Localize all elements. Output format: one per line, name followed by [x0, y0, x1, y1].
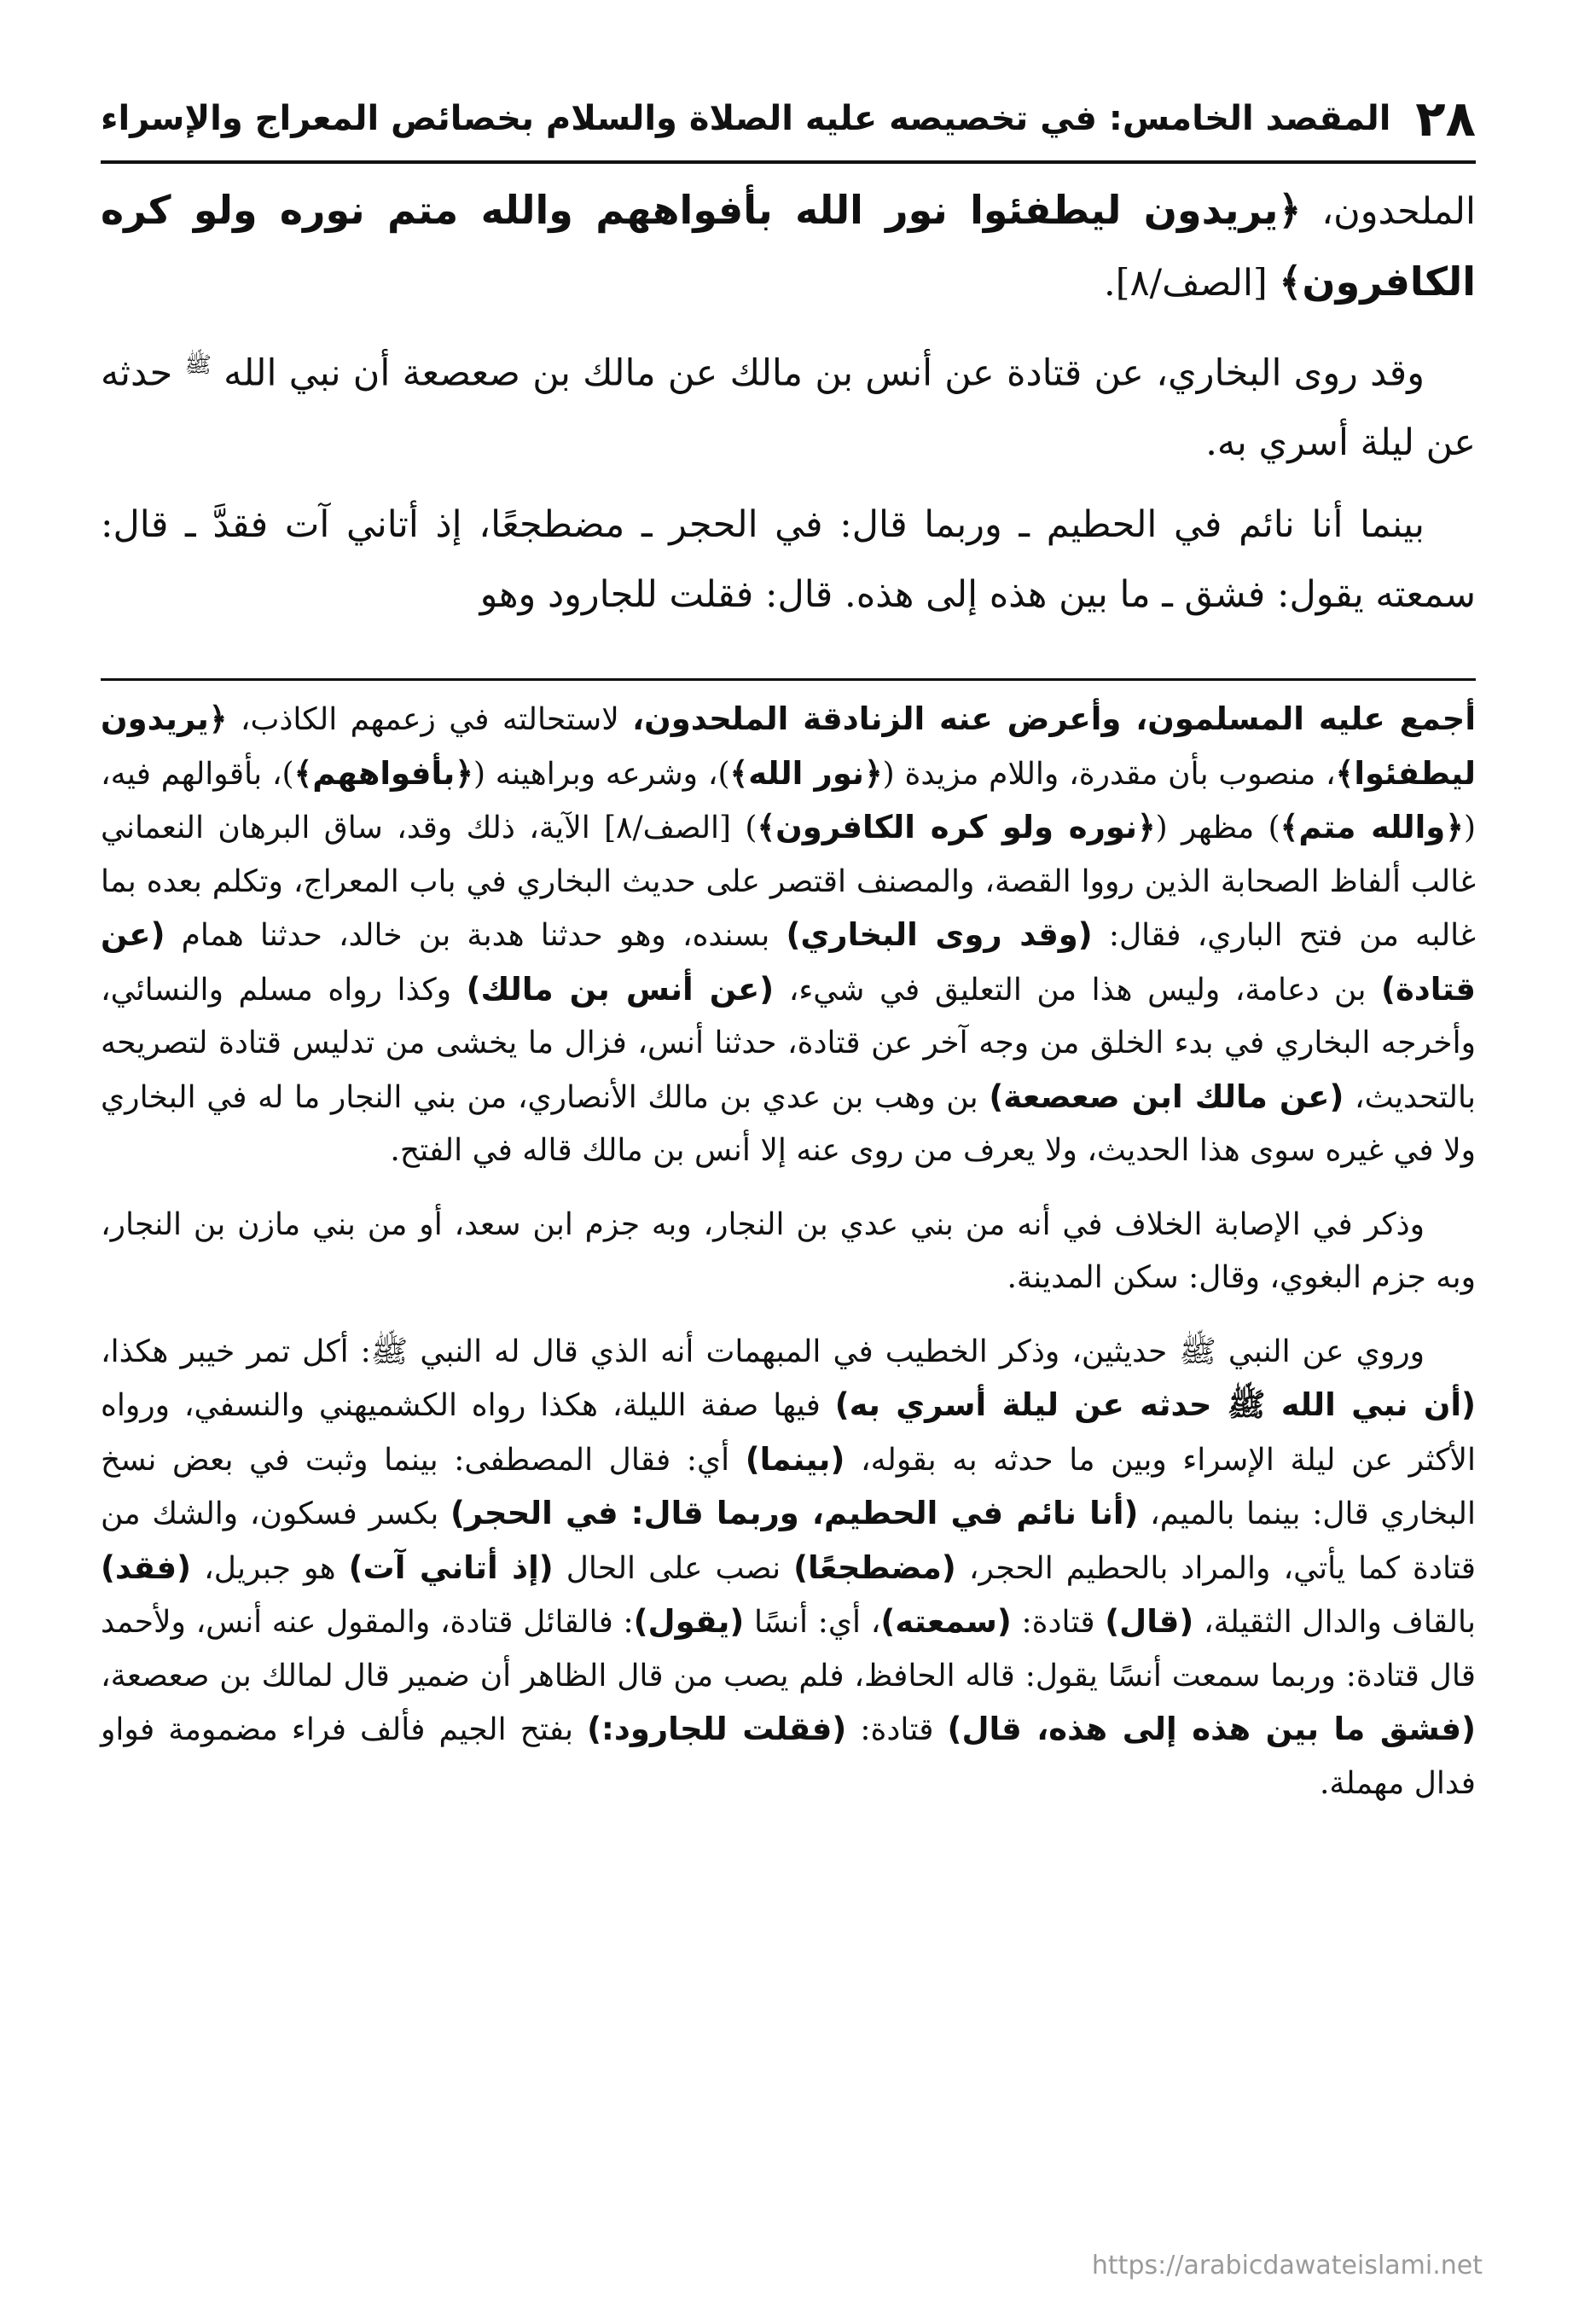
commentary-paragraph-1 — [101, 693, 1476, 1178]
commentary-quoted-phrase: (أنا نائم في الحطيم، وربما قال: في الحجر) — [450, 1495, 1139, 1531]
commentary-text: نصب على الحال — [553, 1550, 794, 1586]
main-text — [101, 175, 1476, 630]
salawat-ligature: ﷺ — [184, 352, 212, 378]
main-paragraph-1 — [101, 175, 1476, 318]
commentary — [101, 693, 1476, 1810]
commentary-text: ، أي: أنسًا — [744, 1605, 881, 1640]
main-paragraph-3: بينما أنا نائم في الحطيم ـ وربما قال: في الحجر ـ مضطجعًا، إذ أتاني آت فقدَّ ـ قال: سمعته يقول: فشق ـ ما بين هذه إلى هذه. قال: فقلت للجارود وهو — [101, 503, 1476, 617]
commentary-quoted-phrase: (أن نبي الله ﷺ حدثه عن ليلة أسري به) — [834, 1386, 1477, 1423]
commentary-quoted-phrase: أجمع عليه المسلمون، وأعرض عنه الزنادقة الملحدون، — [632, 700, 1476, 737]
commentary-quoted-phrase: ﴿يريدون ليطفئوا﴾ — [101, 700, 1476, 792]
commentary-text: بن وهب بن عدي بن مالك الأنصاري، من بني النجار ما له في البخاري ولا في غيره سوى هذا الحديث، ولا يعرف من روى عنه إلا أنس بن مالك قاله في الفتح. — [101, 1079, 1476, 1168]
commentary-quoted-phrase: (مضطجعًا) — [793, 1548, 956, 1586]
commentary-quoted-phrase: (فقد) — [101, 1548, 192, 1586]
commentary-quoted-phrase: ﴿بأفواههم﴾ — [293, 754, 473, 792]
commentary-quoted-phrase: (عن مالك ابن صعصعة) — [989, 1078, 1344, 1115]
commentary-paragraph-2: وذكر في الإصابة الخلاف في أنه من بني عدي بن النجار، وبه جزم ابن سعد، أو من بني مازن بن النجار، وبه جزم البغوي، وقال: سكن المدينة. — [101, 1206, 1476, 1295]
commentary-quoted-phrase: (فشق ما بين هذه إلى هذه، قال) — [947, 1711, 1476, 1747]
commentary-separator — [101, 678, 1476, 681]
commentary-text: أي: فقال المصطفى: بينما وثبت في بعض نسخ البخاري قال: بينما بالميم، — [101, 1442, 1476, 1531]
quran-verse: ﴿يريدون ليطفئوا نور الله بأفواههم والله متم نوره ولو كره الكافرون﴾ — [101, 187, 1476, 305]
commentary-text: ، منصوب بأن مقدرة، واللام مزيدة ( — [882, 756, 1336, 792]
commentary-text: بفتح الجيم فألف فراء مضمومة فواو فدال مهملة. — [101, 1712, 1476, 1801]
commentary-quoted-phrase: ﴿نوره ولو كره الكافرون﴾ — [757, 809, 1156, 845]
page-header — [101, 84, 1476, 154]
commentary-quoted-phrase: (إذ أتاني آت) — [348, 1548, 554, 1586]
commentary-text: بكسر فسكون، والشك من قتادة كما يأتي، والمراد بالحطيم الحجر، — [101, 1496, 1476, 1586]
commentary-text: بسنده، وهو حدثنا هدبة بن خالد، حدثنا همام — [165, 918, 786, 953]
commentary-text: هو جبريل، — [191, 1550, 349, 1586]
page-number: ٢٨ — [1415, 90, 1476, 148]
commentary-text: بالقاف والدال الثقيلة، — [1193, 1605, 1476, 1640]
main-p2-text: وقد روى البخاري، عن قتادة عن أنس بن مالك عن مالك بن صعصعة أن نبي الله — [211, 352, 1425, 395]
commentary-paragraph-3 — [101, 1326, 1476, 1811]
commentary-text: ) [الصف/٨] الآية، ذلك وقد، ساق البرهان النعماني غالب ألفاظ الصحابة الذين رووا القصة، والمصنف اقتصر على حديث البخاري في باب المعراج، وتكلم بعده بما غالبه من فتح الباري، فقال: — [101, 810, 1476, 953]
commentary-text: فيها صفة الليلة، هكذا رواه الكشميهني والنسفي، ورواه الأكثر عن ليلة الإسراء وبين ما حدثه به بقوله، — [101, 1388, 1476, 1478]
main-p2-tail: حدثه عن ليلة أسري به. — [101, 352, 1476, 465]
main-paragraph-2 — [101, 330, 1476, 478]
commentary-quoted-phrase: (بينما) — [745, 1440, 845, 1478]
commentary-quoted-phrase: (وقد روى البخاري) — [786, 916, 1093, 953]
commentary-text: ) مظهر ( — [1155, 810, 1280, 845]
commentary-text: قتادة: — [846, 1712, 948, 1747]
watermark-url: https://arabicdawateislami.net — [1091, 2251, 1483, 2280]
commentary-quoted-phrase: (يقول) — [633, 1603, 745, 1640]
commentary-text: وروي عن النبي ﷺ حديثين، وذكر الخطيب في المبهمات أنه الذي قال له النبي ﷺ: أكل تمر خيبر هكذا، — [101, 1333, 1425, 1369]
commentary-text: لاستحالته في زعمهم الكاذب، — [227, 702, 633, 737]
header-rule — [101, 160, 1476, 164]
commentary-quoted-phrase: (قال) — [1105, 1603, 1194, 1640]
commentary-quoted-phrase: (سمعته) — [880, 1603, 1012, 1640]
commentary-text: بن دعامة، وليس هذا من التعليق في شيء، — [774, 972, 1382, 1008]
commentary-quoted-phrase: ﴿نور الله﴾ — [729, 754, 883, 792]
commentary-quoted-phrase: (عن قتادة) — [101, 916, 1476, 1008]
commentary-text: )، وشرعه وبراهينه ( — [473, 756, 730, 792]
commentary-quoted-phrase: ﴿والله متم﴾ — [1280, 809, 1464, 845]
commentary-text: قتادة: — [1011, 1605, 1106, 1640]
verse-reference: [الصف/٨]. — [1104, 262, 1280, 305]
commentary-quoted-phrase: (فقلت للجارود:) — [587, 1711, 847, 1747]
running-head: المقصد الخامس: في تخصيصه عليه الصلاة والسلام بخصائص المعراج والإسراء — [101, 99, 1391, 138]
main-p1-lead: الملحدون، — [1301, 190, 1476, 233]
commentary-text: وكذا رواه مسلم والنسائي، وأخرجه البخاري في بدء الخلق من وجه آخر عن قتادة، حدثنا أنس، فزال ما يخشى من تدليس قتادة لتصريحه بالتحديث، — [101, 972, 1477, 1115]
commentary-text: : فالقائل قتادة، والمقول عنه أنس، ولأحمد قال قتادة: وربما سمعت أنسًا يقول: قاله الحافظ، فلم يصب من قال الظاهر أن ضمير قال لمالك بن صعصعة، — [101, 1605, 1476, 1694]
commentary-text: )، بأقوالهم فيه، ( — [101, 756, 1476, 845]
commentary-quoted-phrase: (عن أنس بن مالك) — [466, 970, 775, 1008]
